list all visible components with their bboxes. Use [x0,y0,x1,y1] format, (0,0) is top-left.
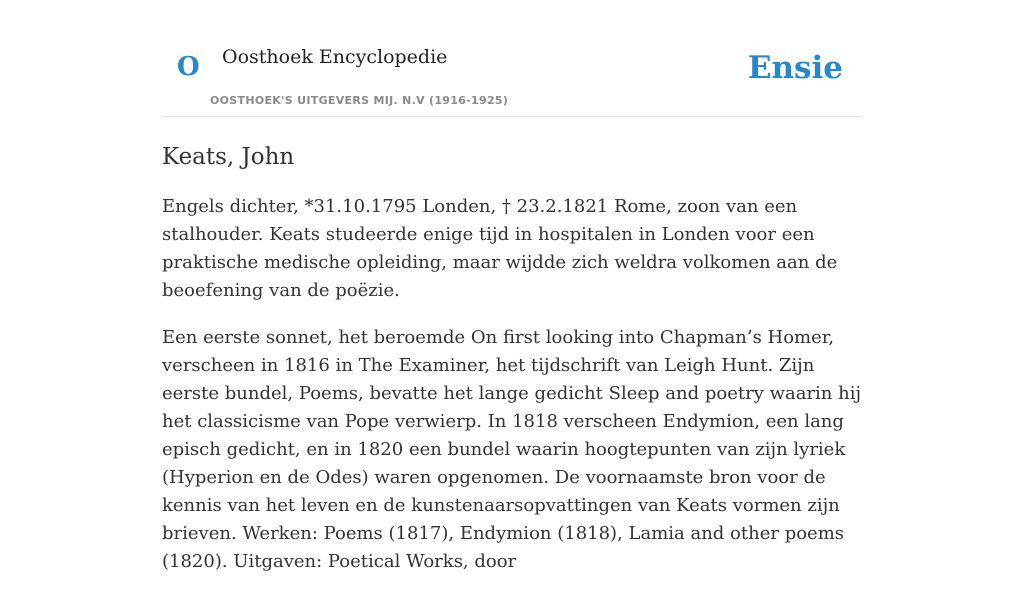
entry-paragraph: Engels dichter, *31.10.1795 Londen, † 23.2.1821 Rome, zoon van een stalhouder. Keats studeerde enige tijd in hospitalen in Londen voor een praktische medische opleiding, maar wijdde zich weldra volkomen aan de beoefening van de poëzie. [162,196,838,301]
page [162,0,862,595]
entry-paragraph: Een eerste sonnet, het beroemde On first looking into Chapman’s Homer, verscheen in 1816 in The Examiner, het tijdschrift van Leigh Hunt. Zijn eerste bundel, Poems, bevatte het lange gedicht Sleep and poetry waarin hij het classicisme van Pope verwierp. In 1818 verscheen Endymion, een lang episch gedicht, en in 1820 een bundel waarin hoogtepunten van zijn lyriek (Hyperion en de Odes) waren opgenomen. De voornaamste bron voor de kennis van het leven en de kunstenaarsopvattingen van Keats vormen zijn brieven. Werken: Poems (1817), Endymion (1818), Lamia and other poems (1820). Uitgaven: Poetical Works, door [162,327,862,572]
source-logo[interactable]: O [177,52,200,82]
source-subtitle: OOSTHOEK'S UITGEVERS MIJ. N.V (1916-1925) [210,94,509,107]
entry-body [162,193,862,576]
source-header [162,0,862,117]
brand-logo[interactable]: Ensie [747,50,843,86]
entry-title: Keats, John [162,144,295,170]
source-title[interactable]: Oosthoek Encyclopedie [222,46,448,68]
